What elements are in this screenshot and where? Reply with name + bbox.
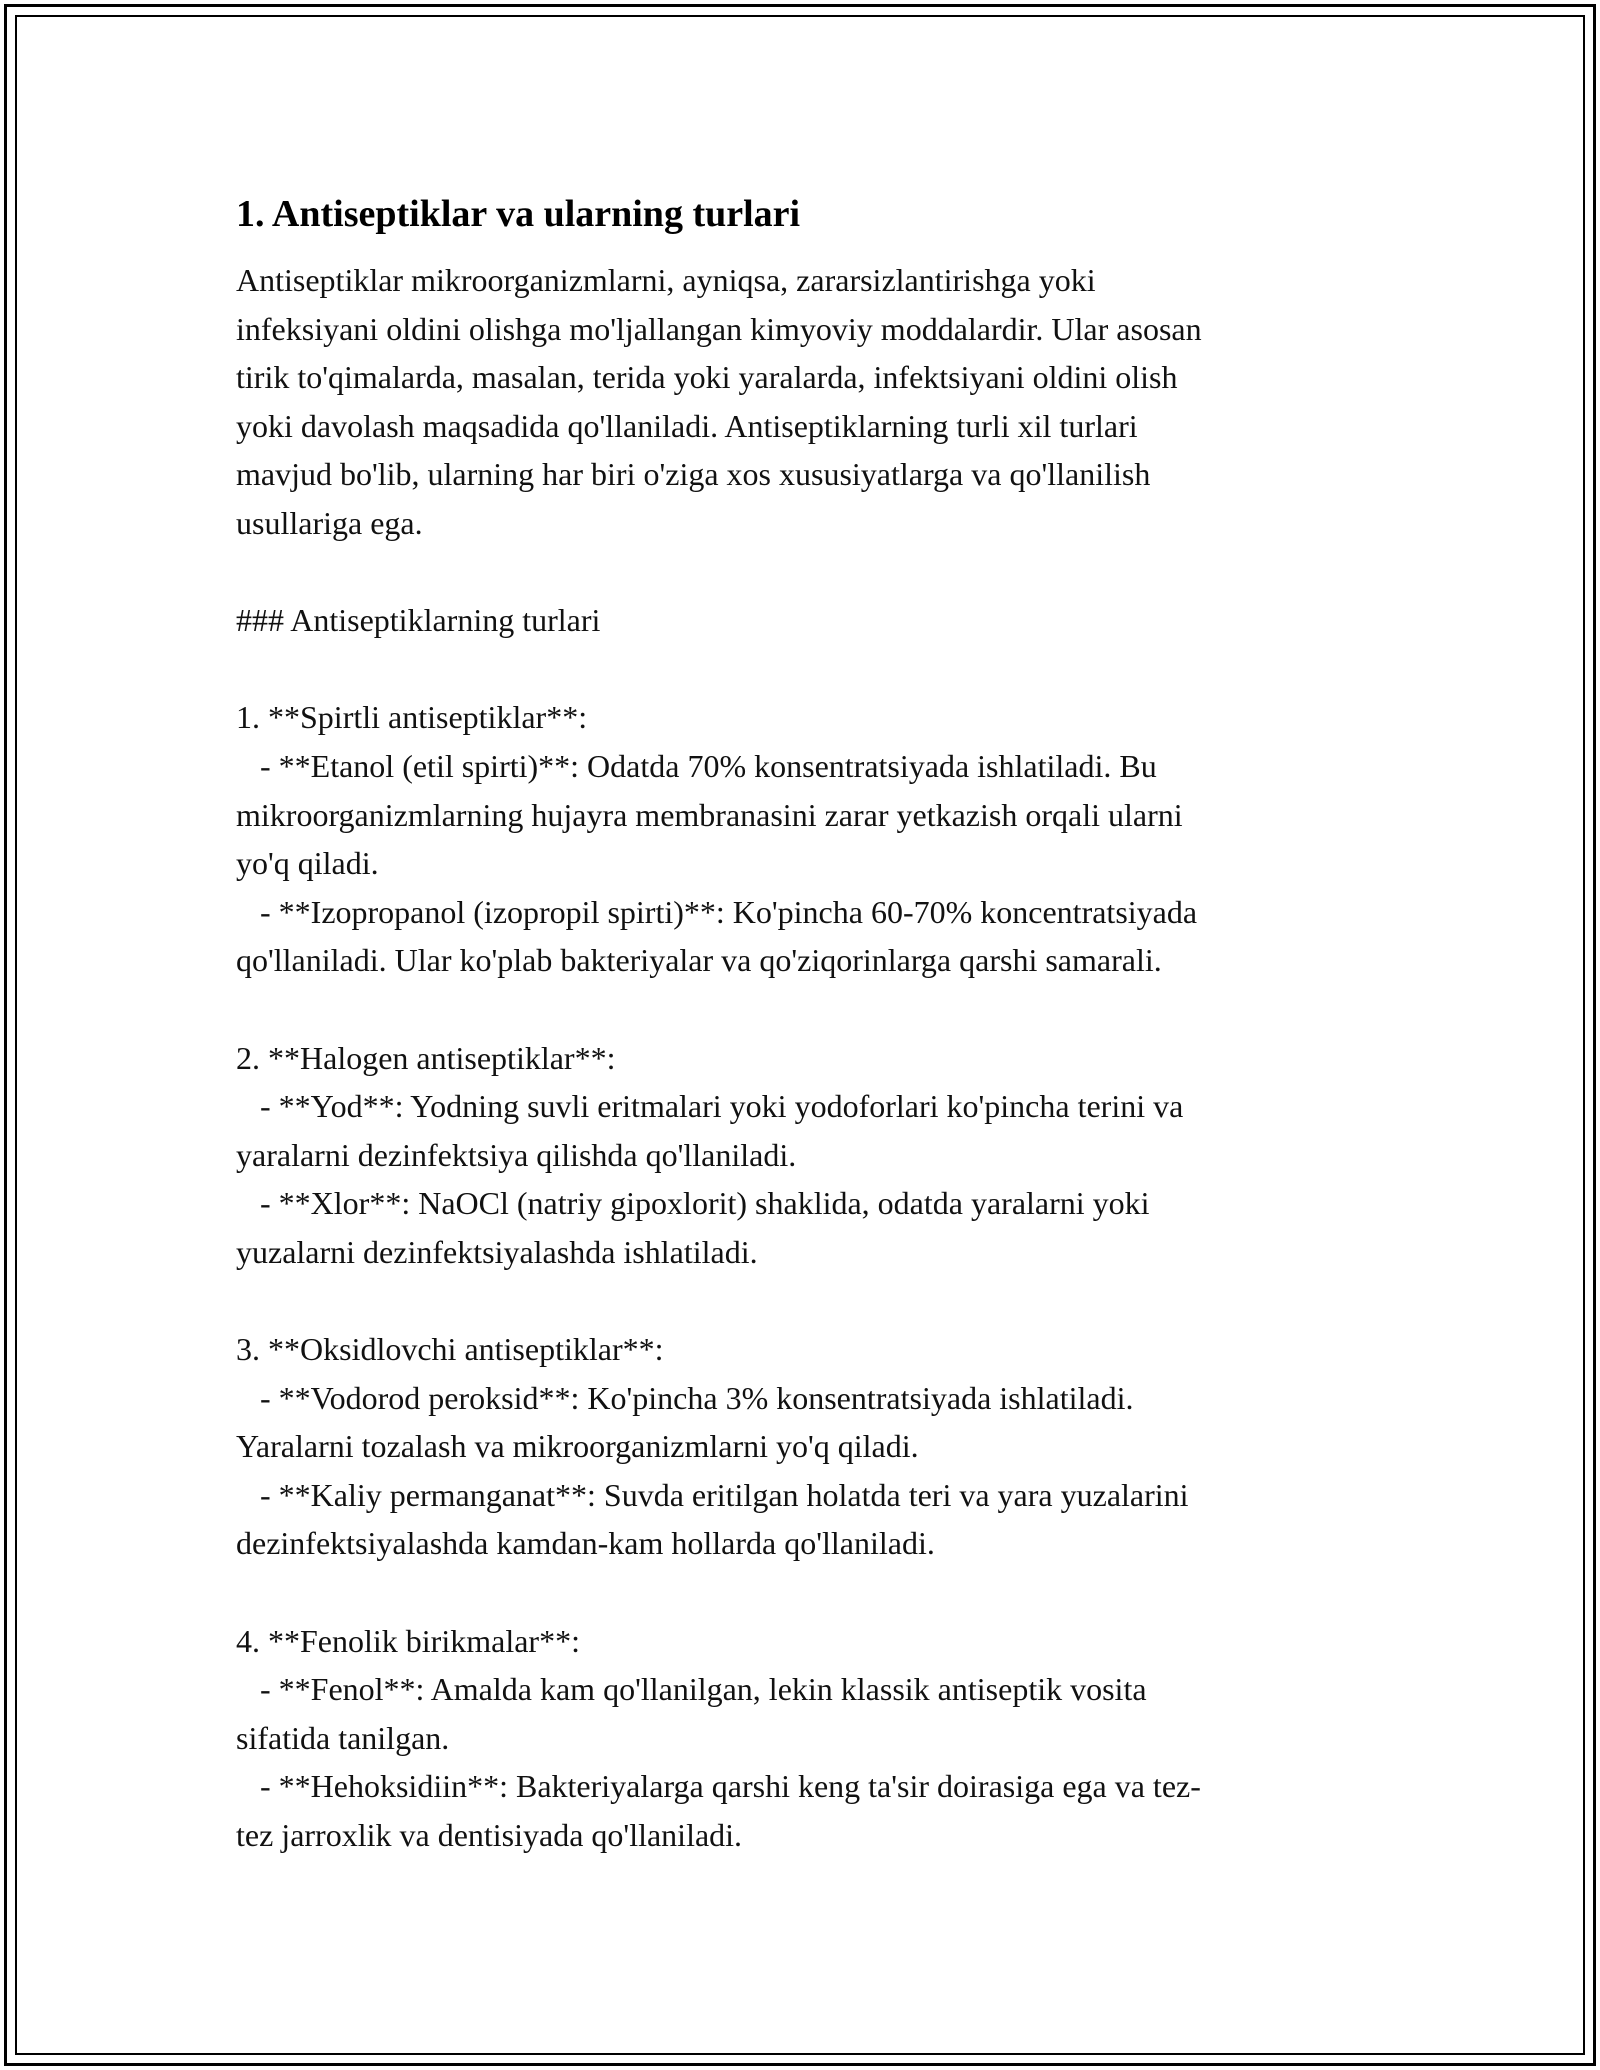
intro-line: infeksiyani oldini olishga mo'ljallangan kimyoviy moddalardir. Ular asosan (236, 310, 1202, 347)
intro-line: usullariga ega. (236, 504, 423, 541)
list-item-text: - **Etanol (etil spirti)**: Odatda 70% konsentratsiyada ishlatiladi. Bu (236, 747, 1157, 784)
list-item-text: - **Yod**: Yodning suvli eritmalari yoki yodoforlari ko'pincha terini va (236, 1088, 1184, 1125)
list-item-text: dezinfektsiyalashda kamdan-kam hollarda qo'llaniladi. (236, 1525, 935, 1562)
blank-line (236, 1568, 1366, 1617)
list-item-heading: 4. **Fenolik birikmalar**: (236, 1622, 580, 1659)
list-item-text: - **Fenol**: Amalda kam qo'llanilgan, lekin klassik antiseptik vosita (236, 1671, 1147, 1708)
list-item-heading: 3. **Oksidlovchi antiseptiklar**: (236, 1331, 664, 1368)
list-item-text: - **Hehoksidiin**: Bakteriyalarga qarshi keng ta'sir doirasiga ega va tez- (236, 1768, 1201, 1805)
intro-line: mavjud bo'lib, ularning har biri o'ziga xos xususiyatlarga va qo'llanilish (236, 456, 1151, 493)
blank-line (236, 548, 1366, 597)
list-item-text: Yaralarni tozalash va mikroorganizmlarni yo'q qiladi. (236, 1428, 919, 1465)
blank-line (236, 985, 1366, 1034)
list-item-text: yuzalarni dezinfektsiyalashda ishlatiladi. (236, 1233, 758, 1270)
list-item-heading: 2. **Halogen antiseptiklar**: (236, 1039, 616, 1076)
intro-paragraph (236, 256, 1366, 1860)
list-item-text: tez jarroxlik va dentisiyada qo'llaniladi. (236, 1817, 743, 1853)
list-item-text: - **Vodorod peroksid**: Ko'pincha 3% konsentratsiyada ishlatiladi. (236, 1379, 1134, 1416)
list-item-heading: 1. **Spirtli antiseptiklar**: (236, 699, 588, 736)
intro-line: Antiseptiklar mikroorganizmlarni, ayniqsa, zararsizlantirishga yoki (236, 262, 1096, 298)
list-item-text: qo'llaniladi. Ular ko'plab bakteriyalar va qo'ziqorinlarga qarshi samarali. (236, 942, 1162, 979)
blank-line (236, 645, 1366, 694)
list-item-text: - **Kaliy permanganat**: Suvda eritilgan holatda teri va yara yuzalarini (236, 1476, 1189, 1513)
intro-line: tirik to'qimalarda, masalan, terida yoki yaralarda, infektsiyani oldini olish (236, 359, 1178, 396)
list-item-text: sifatida tanilgan. (236, 1719, 450, 1756)
document-title: 1. Antiseptiklar va ularning turlari (236, 193, 801, 235)
list-item-text: yaralarni dezinfektsiya qilishda qo'llaniladi. (236, 1136, 797, 1173)
list-item-text: mikroorganizmlarning hujayra membranasini zarar yetkazish orqali ularni (236, 796, 1183, 833)
section-heading: ### Antiseptiklarning turlari (236, 602, 601, 639)
list-item-text: yo'q qiladi. (236, 845, 379, 882)
blank-line (236, 1276, 1366, 1325)
document-body (236, 186, 1366, 1860)
list-item-text: - **Izopropanol (izopropil spirti)**: Ko'pincha 60-70% koncentratsiyada (236, 893, 1198, 930)
intro-line: yoki davolash maqsadida qo'llaniladi. Antiseptiklarning turli xil turlari (236, 407, 1138, 444)
list-item-text: - **Xlor**: NaOCl (natriy gipoxlorit) shaklida, odatda yaralarni yoki (236, 1185, 1150, 1222)
